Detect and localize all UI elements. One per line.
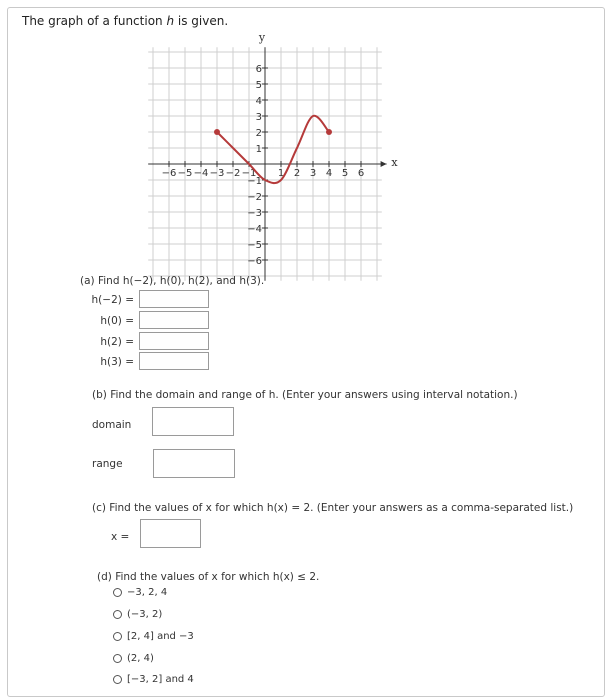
h-2-input[interactable]: [139, 332, 209, 350]
x-tick-label: 5: [341, 168, 349, 179]
radio-icon[interactable]: [113, 610, 122, 619]
part-d-question: (d) Find the values of x for which h(x) ≤ 2.: [97, 571, 320, 583]
x-tick-label: −2: [225, 168, 241, 179]
y-tick-label: 2: [255, 128, 262, 139]
x-tick-label: 6: [357, 168, 365, 179]
domain-input[interactable]: [152, 407, 234, 436]
option-1-label: −3, 2, 4: [127, 587, 168, 598]
y-tick-label: 6: [255, 64, 262, 75]
domain-label: domain: [92, 419, 132, 431]
x-tick-label: −3: [209, 168, 225, 179]
curve-endpoint: [326, 129, 332, 135]
y-tick-label: 4: [255, 96, 262, 107]
option-5-label: [−3, 2] and 4: [127, 674, 194, 685]
y-tick-label: 1: [255, 144, 262, 155]
x-tick-label: −6: [161, 168, 177, 179]
x-tick-label: −4: [193, 168, 209, 179]
y-tick-label: −3: [247, 208, 262, 219]
x-values-input[interactable]: [140, 519, 201, 548]
range-input[interactable]: [153, 449, 235, 478]
radio-icon[interactable]: [113, 588, 122, 597]
range-label: range: [92, 458, 123, 470]
curve-endpoint: [214, 129, 220, 135]
option-3[interactable]: [113, 631, 194, 642]
y-tick-label: −1: [247, 176, 262, 187]
h-3-label: h(3) =: [100, 356, 134, 368]
x-tick-label: 3: [309, 168, 317, 179]
x-tick-label: 2: [293, 168, 301, 179]
option-4-label: (2, 4): [127, 653, 154, 664]
option-1[interactable]: [113, 587, 167, 598]
radio-icon[interactable]: [113, 632, 122, 641]
x-tick-label: 1: [277, 168, 285, 179]
h-neg2-input[interactable]: [139, 290, 209, 308]
y-tick-label: 5: [255, 80, 262, 91]
x-tick-label: 4: [325, 168, 333, 179]
h-0-input[interactable]: [139, 311, 209, 329]
y-tick-label: −4: [247, 224, 262, 235]
x-tick-label: −5: [177, 168, 193, 179]
h-2-label: h(2) =: [100, 336, 134, 348]
problem-intro: [22, 14, 228, 28]
option-4[interactable]: [113, 653, 154, 664]
part-c-question: (c) Find the values of x for which h(x) = 2. (Enter your answers as a comma-separated list.): [92, 502, 574, 514]
option-2-label: (−3, 2): [127, 609, 163, 620]
y-tick-label: −5: [247, 240, 262, 251]
function-graph: [110, 30, 440, 270]
x-tick-label: −1: [241, 168, 257, 179]
x-axis-arrow: [381, 161, 387, 167]
y-axis-label: y: [258, 30, 266, 44]
y-tick-label: 3: [255, 112, 262, 123]
radio-icon[interactable]: [113, 675, 122, 684]
h-0-label: h(0) =: [100, 315, 134, 327]
x-equals-label: x =: [111, 531, 130, 543]
part-a-question: (a) Find h(−2), h(0), h(2), and h(3).: [80, 275, 265, 287]
option-3-label: [2, 4] and −3: [127, 631, 194, 642]
option-2[interactable]: [113, 609, 162, 620]
h-neg2-label: h(−2) =: [91, 294, 134, 306]
radio-icon[interactable]: [113, 654, 122, 663]
h-3-input[interactable]: [139, 352, 209, 370]
option-5[interactable]: [113, 674, 194, 685]
intro-suffix: is given.: [174, 14, 229, 28]
part-b-question: (b) Find the domain and range of h. (Enter your answers using interval notation.): [92, 389, 518, 401]
intro-function-var: h: [166, 14, 175, 28]
y-tick-label: −2: [247, 192, 262, 203]
intro-prefix: The graph of a function: [22, 14, 167, 28]
x-axis-label: x: [391, 156, 398, 169]
y-tick-label: −6: [247, 256, 262, 267]
